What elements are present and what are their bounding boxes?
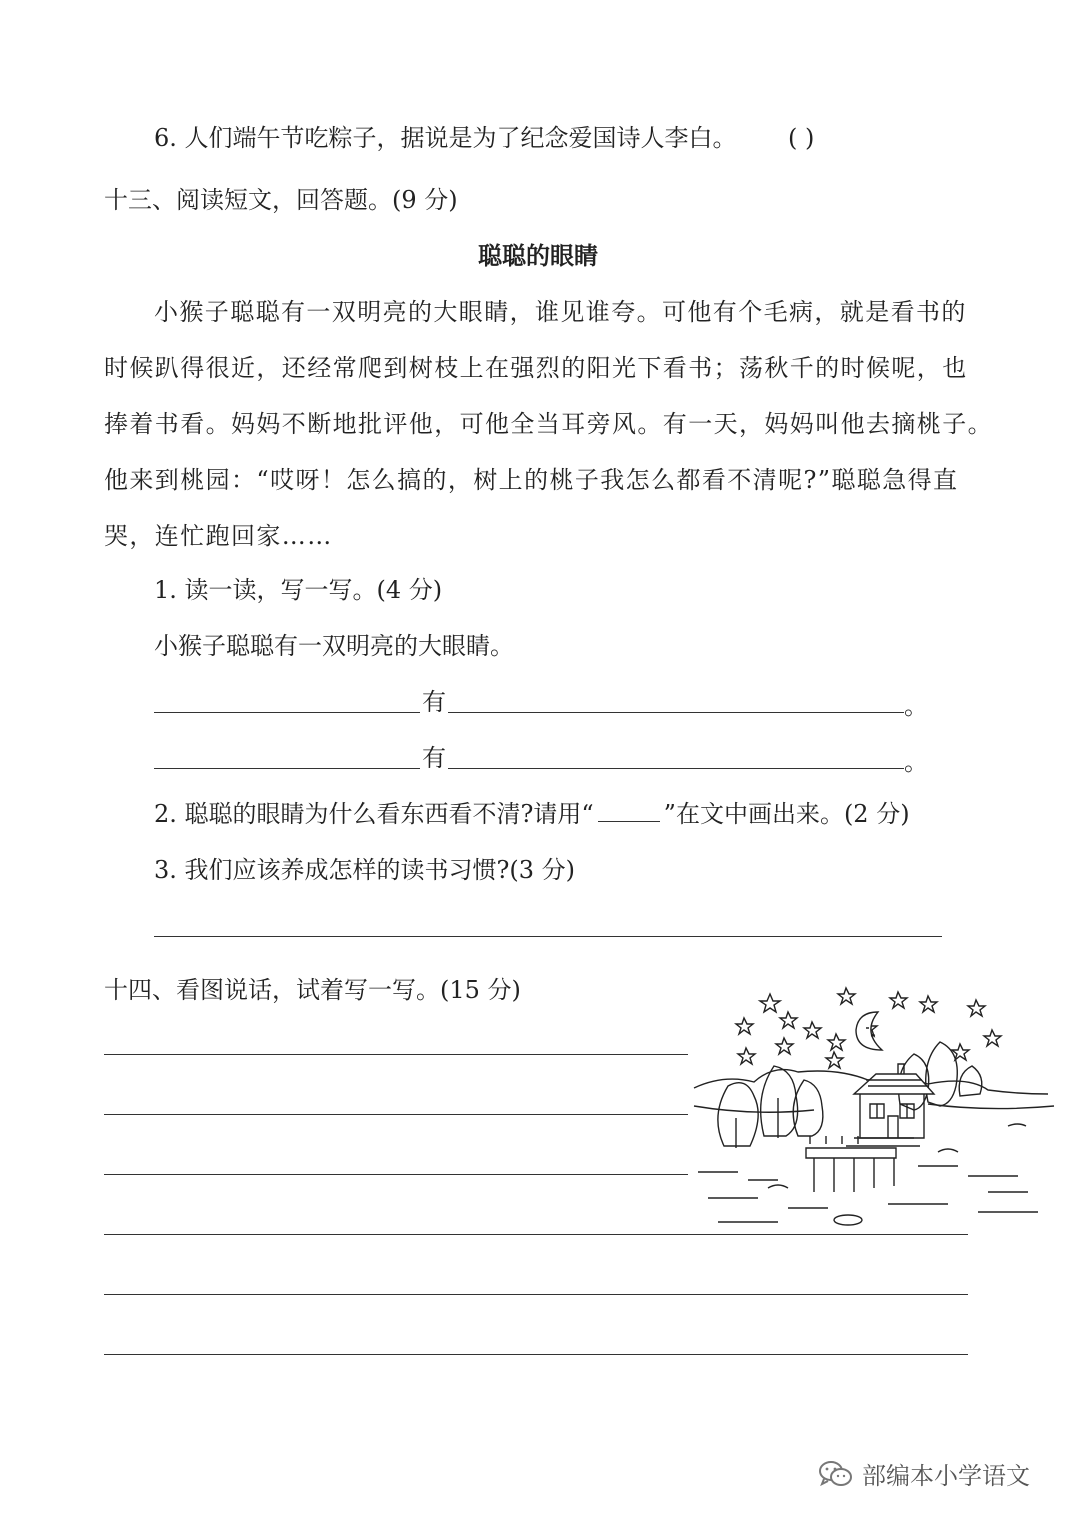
writing-line[interactable]	[104, 1294, 968, 1295]
passage-line: 哭，连忙跑回家……	[104, 522, 333, 550]
question-3-prompt: 3. 我们应该养成怎样的读书习惯?(3 分)	[154, 856, 576, 884]
question-2-after: ”在文中画出来。(2 分)	[663, 800, 910, 828]
passage-title: 聪聪的眼睛	[478, 242, 598, 270]
passage-line: 时候趴得很近，还经常爬到树枝上在强烈的阳光下看书；荡秋千的时候呢，也	[104, 354, 968, 382]
fill-blank-object-1[interactable]	[448, 712, 904, 713]
section-13-heading: 十三、阅读短文，回答题。(9 分)	[104, 186, 458, 214]
passage-line: 他来到桃园：“哎呀！怎么搞的，树上的桃子我怎么都看不清呢?”聪聪急得直	[104, 466, 959, 494]
question-1-prompt: 1. 读一读，写一写。(4 分)	[154, 576, 443, 604]
fill-word-you-1: 有	[422, 688, 446, 716]
writing-line[interactable]	[104, 1054, 688, 1055]
answer-parentheses[interactable]: ( )	[788, 124, 815, 152]
watermark-text: 部编本小学语文	[862, 1462, 1030, 1490]
answer-line-q3[interactable]	[154, 936, 942, 937]
writing-line[interactable]	[104, 1354, 968, 1355]
writing-line[interactable]	[104, 1174, 688, 1175]
passage-line: 捧着书看。妈妈不断地批评他，可他全当耳旁风。有一天，妈妈叫他去摘桃子。	[104, 410, 993, 438]
watermark	[818, 1456, 1030, 1491]
item-6-text: 6. 人们端午节吃粽子，据说是为了纪念爱国诗人李白。	[154, 124, 737, 152]
period-1: 。	[904, 692, 928, 720]
question-2	[154, 798, 910, 830]
wechat-icon	[818, 1459, 854, 1489]
writing-line[interactable]	[104, 1114, 688, 1115]
period-2: 。	[904, 748, 928, 776]
night-cottage-scene-icon	[688, 976, 1060, 1238]
fill-blank-subject-2[interactable]	[154, 768, 420, 769]
question-1-example: 小猴子聪聪有一双明亮的大眼睛。	[154, 632, 514, 660]
section-14-heading: 十四、看图说话，试着写一写。(15 分)	[104, 976, 521, 1004]
fill-blank-subject-1[interactable]	[154, 712, 420, 713]
fill-blank-object-2[interactable]	[448, 768, 904, 769]
question-2-before: 2. 聪聪的眼睛为什么看东西看不清?请用“	[154, 800, 594, 828]
true-false-item-6	[154, 122, 737, 154]
underline-sample	[598, 801, 660, 822]
passage-line: 小猴子聪聪有一双明亮的大眼睛，谁见谁夸。可他有个毛病，就是看书的	[154, 298, 967, 326]
fill-word-you-2: 有	[422, 744, 446, 772]
